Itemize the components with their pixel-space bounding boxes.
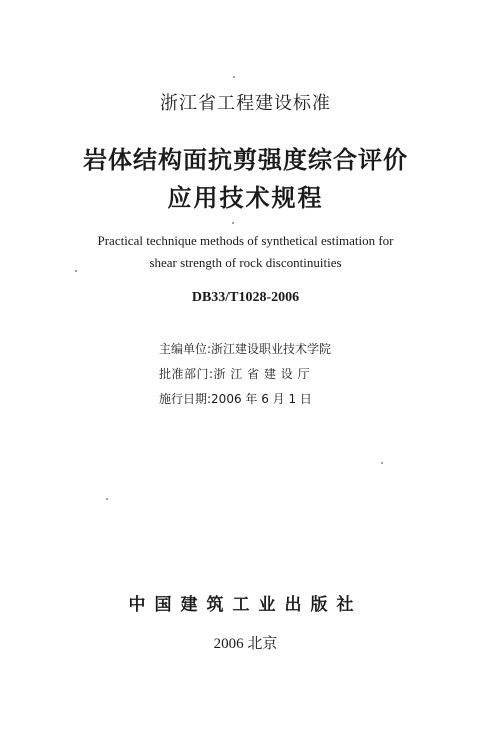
effective-date: 施行日期:2006 年 6 月 1 日	[159, 392, 312, 406]
scan-speck	[75, 270, 77, 272]
main-title-line-2: 应用技术规程	[167, 183, 324, 212]
scan-speck	[381, 462, 383, 464]
imprint-year-city: 2006 北京	[213, 636, 278, 652]
english-title-line-1: Practical technique methods of synthetical estimation for	[97, 233, 394, 248]
standard-series: 浙江省工程建设标准	[160, 93, 331, 114]
publisher-name: 中国建筑工业出版社	[128, 595, 363, 615]
scan-speck	[233, 76, 235, 78]
approving-department: 批准部门:浙 江 省 建 设 厅	[159, 367, 311, 381]
main-title-line-1: 岩体结构面抗剪强度综合评价	[83, 145, 408, 174]
english-title-line-2: shear strength of rock discontinuities	[149, 255, 342, 270]
editor-unit: 主编单位:浙江建设职业技术学院	[159, 342, 332, 356]
scan-speck	[232, 222, 234, 224]
scan-speck	[106, 498, 108, 500]
standard-code: DB33/T1028-2006	[191, 290, 300, 305]
